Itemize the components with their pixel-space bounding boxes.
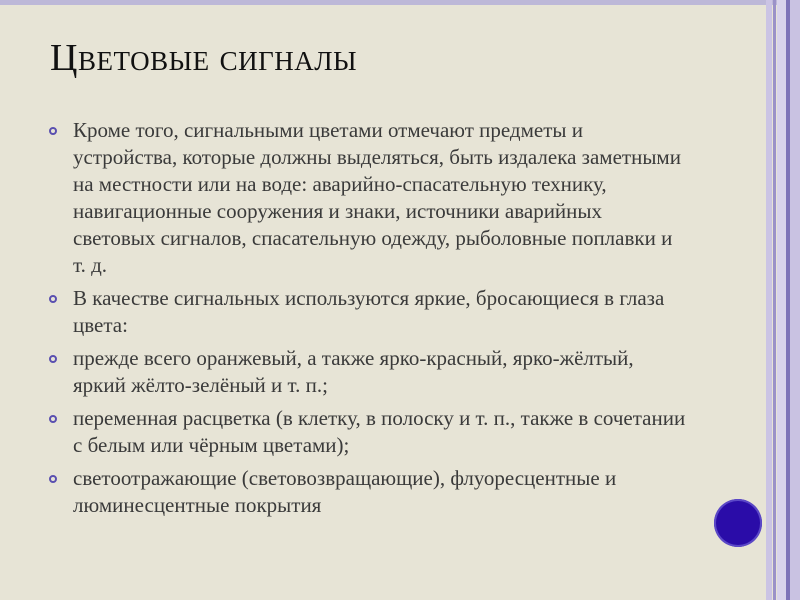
bullet-icon: [49, 475, 57, 483]
list-item: [46, 117, 686, 279]
bullet-icon: [49, 355, 57, 363]
bullet-text: переменная расцветка (в клетку, в полоску и т. п., также в сочетании с белым или чёрным цветами);: [73, 406, 686, 457]
bullet-text: В качестве сигнальных используются яркие, бросающиеся в глаза цвета:: [73, 286, 665, 337]
list-item: [46, 285, 686, 339]
slide-title: Цветовые сигналы: [50, 37, 358, 79]
top-border: [0, 0, 800, 5]
side-stripe: [790, 0, 800, 600]
bullet-text: светоотражающие (световозвращающие), флуоресцентные и люминесцентные покрытия: [73, 466, 617, 517]
side-stripe: [766, 0, 772, 600]
bullet-text: Кроме того, сигнальными цветами отмечают предметы и устройства, которые должны выделяться, быть издалека заметными на местности или на воде: аварийно-спасательную технику, навигационные сооружения и знаки, источники аварийных световых сигналов, спасательную одежду, рыболовные поплавки и т. д.: [73, 118, 681, 277]
list-item: [46, 465, 686, 519]
bullet-list: [46, 117, 686, 525]
decorative-circle: [714, 499, 762, 547]
list-item: [46, 405, 686, 459]
side-stripe: [773, 0, 776, 600]
list-item: [46, 345, 686, 399]
bullet-icon: [49, 127, 57, 135]
bullet-icon: [49, 295, 57, 303]
bullet-text: прежде всего оранжевый, а также ярко-красный, ярко-жёлтый, яркий жёлто-зелёный и т. п.;: [73, 346, 634, 397]
bullet-icon: [49, 415, 57, 423]
side-stripe: [777, 0, 786, 600]
